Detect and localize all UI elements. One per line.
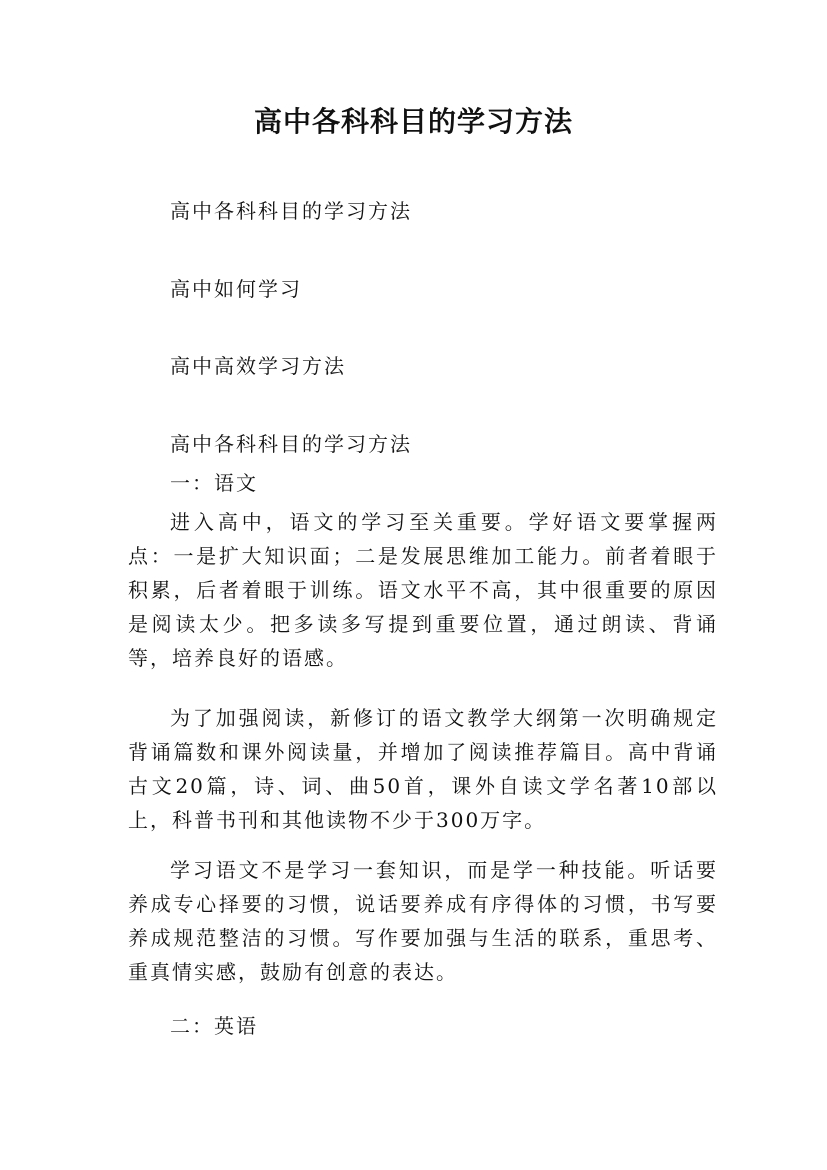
paragraph-chinese-2: 为了加强阅读，新修订的语文教学大纲第一次明确规定背诵篇数和课外阅读量，并增加了阅读推荐篇目。高中背诵古文20篇，诗、词、曲50首，课外自读文学名著10部以上，科普书刊和其他读物不少于300万字。 xyxy=(128,706,718,832)
document-title: 高中各科科目的学习方法 xyxy=(253,105,573,138)
section-heading-english: 二：英语 xyxy=(170,1014,258,1038)
toc-item-1: 高中各科科目的学习方法 xyxy=(170,199,412,223)
toc-item-3: 高中高效学习方法 xyxy=(170,354,346,378)
section-heading-chinese: 一：语文 xyxy=(170,471,258,495)
section-title: 高中各科科目的学习方法 xyxy=(170,432,412,456)
paragraph-chinese-1: 进入高中，语文的学习至关重要。学好语文要掌握两点：一是扩大知识面；二是发展思维加工能力。前者着眼于积累，后者着眼于训练。语文水平不高，其中很重要的原因是阅读太少。把多读多写提到重要位置，通过朗读、背诵等，培养良好的语感。 xyxy=(128,510,718,670)
toc-item-2: 高中如何学习 xyxy=(170,277,302,301)
paragraph-chinese-3: 学习语文不是学习一套知识，而是学一种技能。听话要养成专心择要的习惯，说话要养成有序得体的习惯，书写要养成规范整洁的习惯。写作要加强与生活的联系，重思考、重真情实感，鼓励有创意的表达。 xyxy=(128,858,718,984)
